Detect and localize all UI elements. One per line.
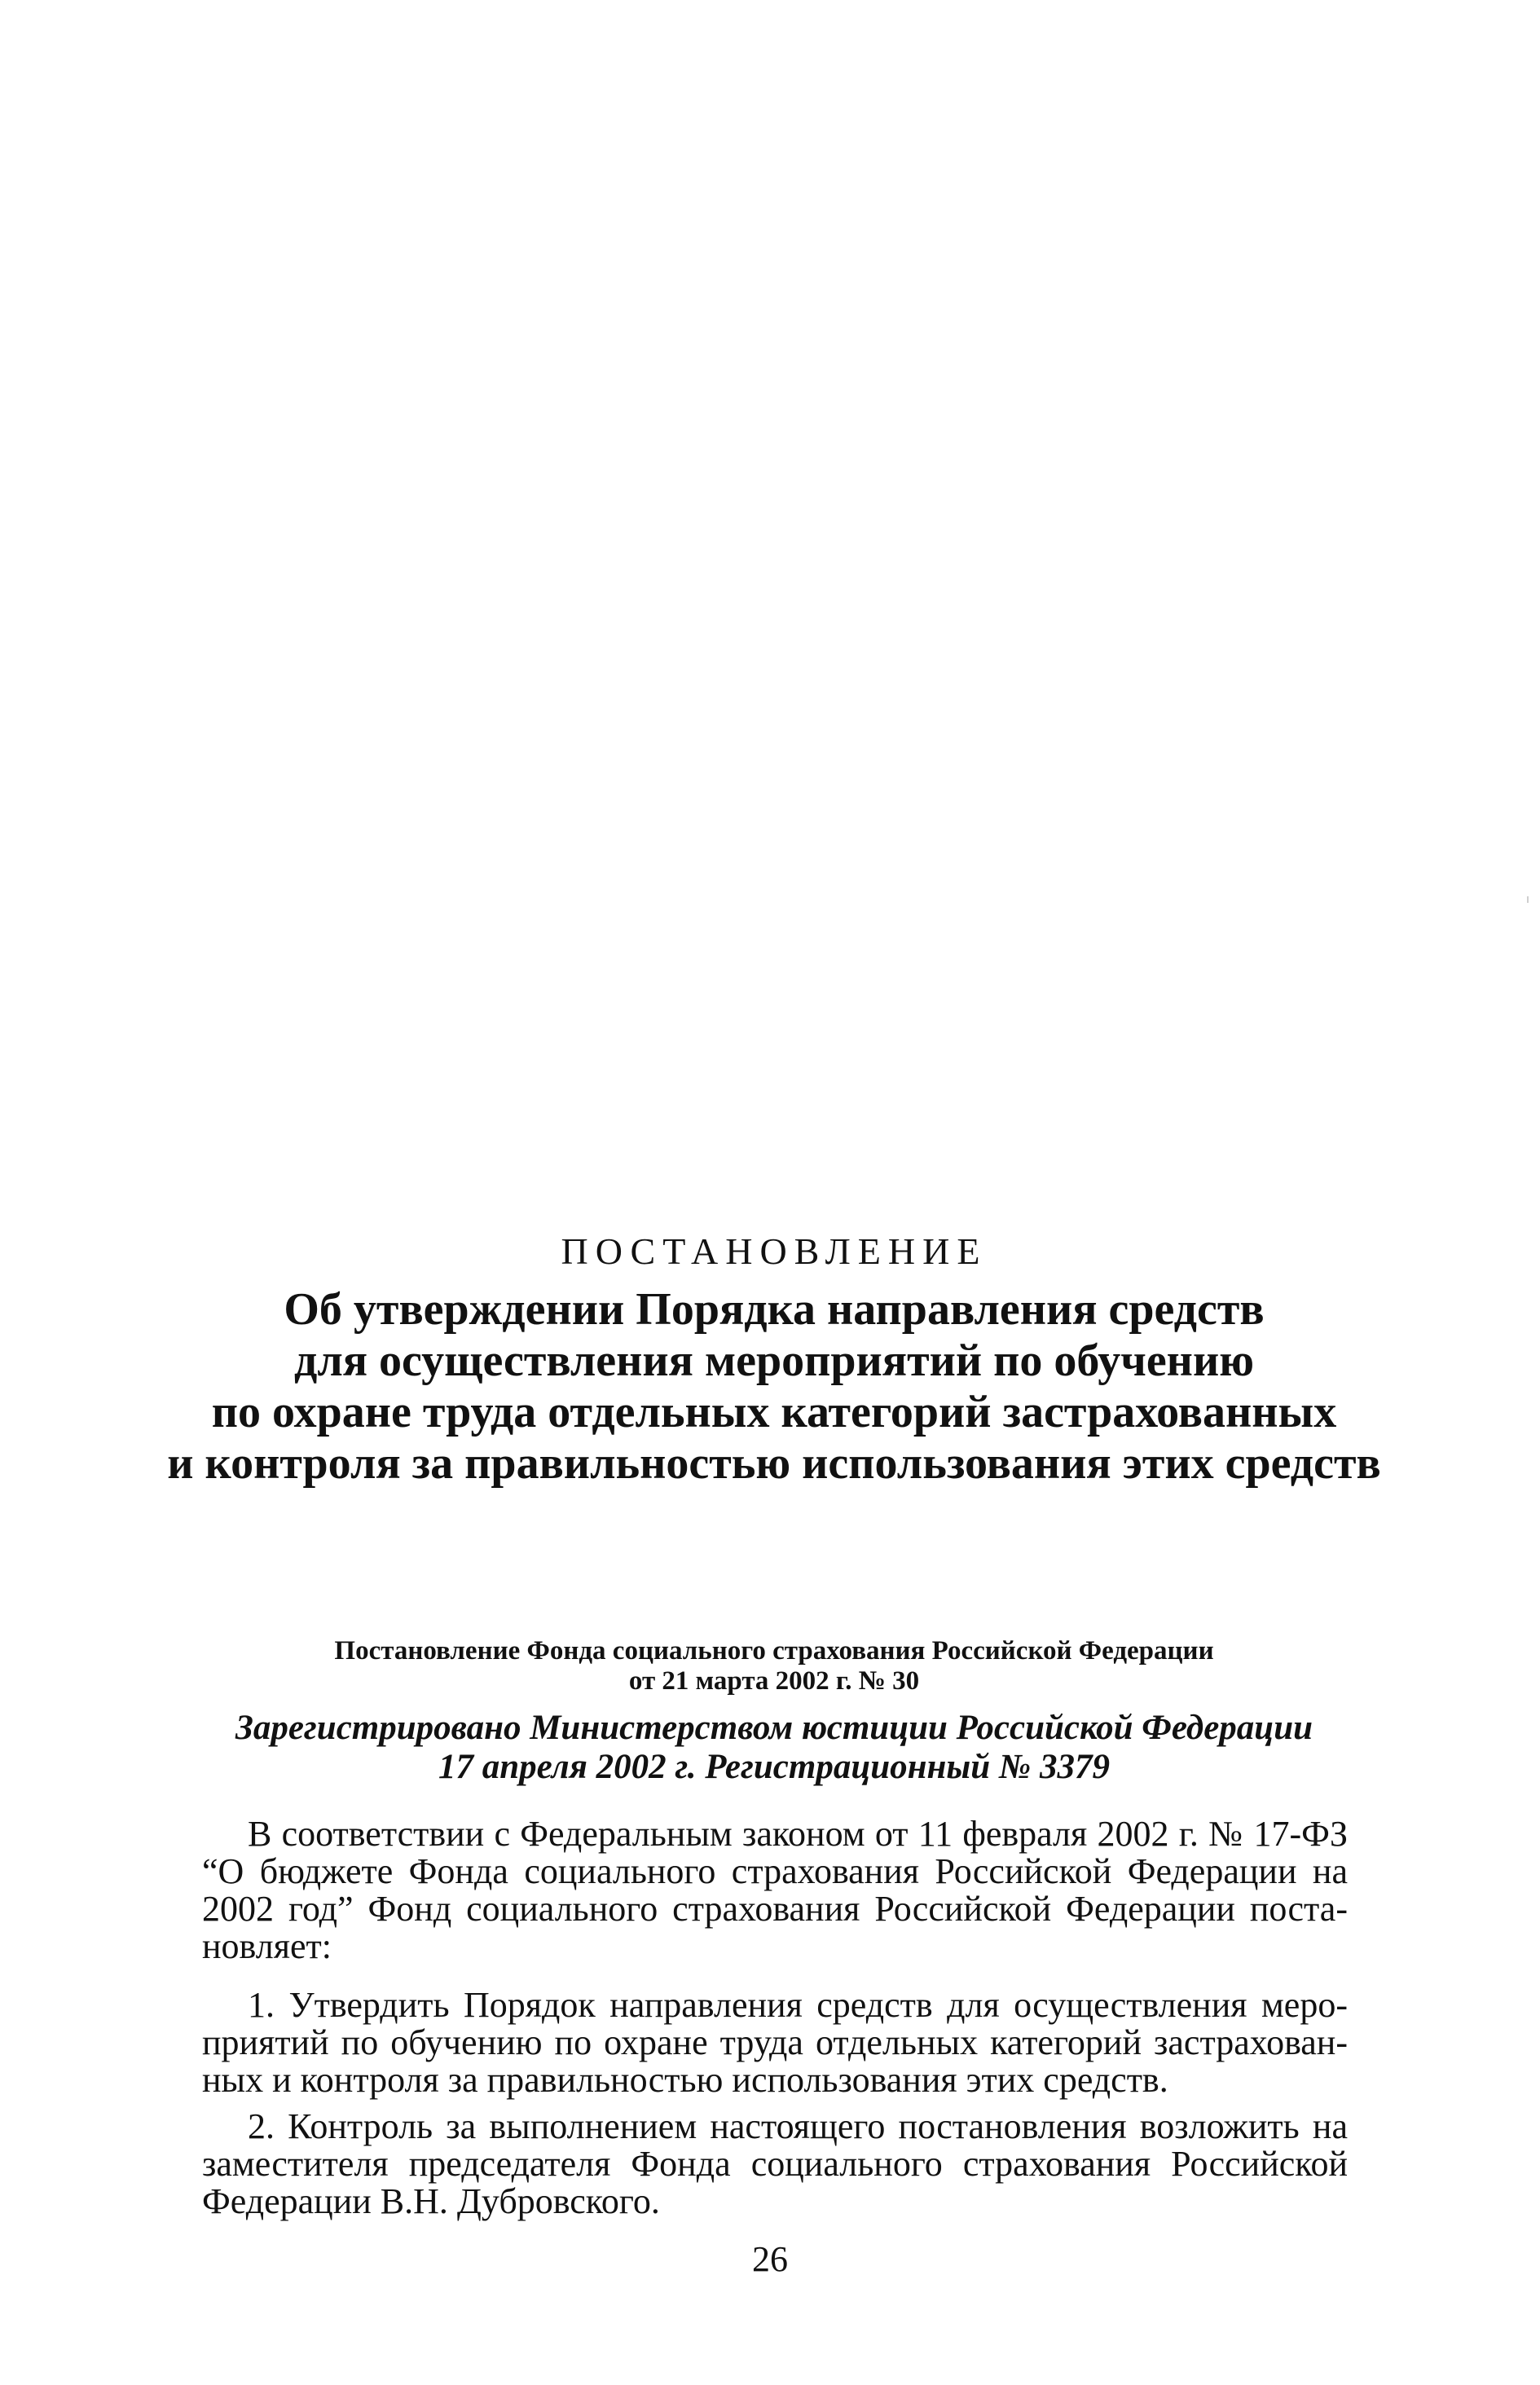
paragraph-line: 2002 год” Фонд социального страхования Российской Федерации поста- xyxy=(202,1889,1348,1929)
document-subtitle xyxy=(204,1636,1344,1696)
paragraph-line: 1. Утвердить Порядок направления средств для осуществления меро- xyxy=(248,1985,1348,2025)
subtitle-line: Постановление Фонда социального страхования Российской Федерации xyxy=(334,1636,1214,1666)
intro-paragraph xyxy=(202,1815,1348,1965)
registration-line: 17 апреля 2002 г. Регистрационный № 3379 xyxy=(438,1748,1110,1786)
title-line: для осуществления мероприятий по обучению xyxy=(294,1336,1254,1386)
page-number: 26 xyxy=(752,2239,788,2279)
subtitle-line: от 21 марта 2002 г. № 30 xyxy=(628,1666,920,1696)
paragraph-line: новляет: xyxy=(202,1926,332,1966)
paragraph-line: заместителя председателя Фонда социального страхования Российской xyxy=(202,2144,1348,2184)
document-type-heading: ПОСТАНОВЛЕНИЕ xyxy=(561,1230,988,1272)
document-title xyxy=(163,1284,1385,1490)
registration-line: Зарегистрировано Министерством юстиции Российской Федерации xyxy=(235,1709,1313,1747)
paragraph-line: ных и контроля за правильностью использования этих средств. xyxy=(202,2060,1168,2100)
title-line: по охране труда отдельных категорий застрахованных xyxy=(211,1387,1337,1437)
paragraph-line: приятий по обучению по охране труда отдельных категорий застрахован- xyxy=(202,2022,1348,2062)
item-2-paragraph xyxy=(202,2108,1348,2220)
title-line: и контроля за правильностью использования этих средств xyxy=(167,1438,1381,1489)
paragraph-line: 2. Контроль за выполнением настоящего постановления возложить на xyxy=(248,2106,1348,2146)
paragraph-line: Федерации В.Н. Дубровского. xyxy=(202,2181,660,2221)
registration-note xyxy=(163,1709,1385,1787)
scan-edge-mark xyxy=(1527,896,1529,903)
paragraph-line: “О бюджете Фонда социального страхования Российской Федерации на xyxy=(202,1851,1348,1891)
title-line: Об утверждении Порядка направления средств xyxy=(284,1284,1265,1335)
item-1-paragraph xyxy=(202,1987,1348,2099)
paragraph-line: В соответствии с Федеральным законом от 11 февраля 2002 г. № 17-ФЗ xyxy=(248,1814,1348,1854)
